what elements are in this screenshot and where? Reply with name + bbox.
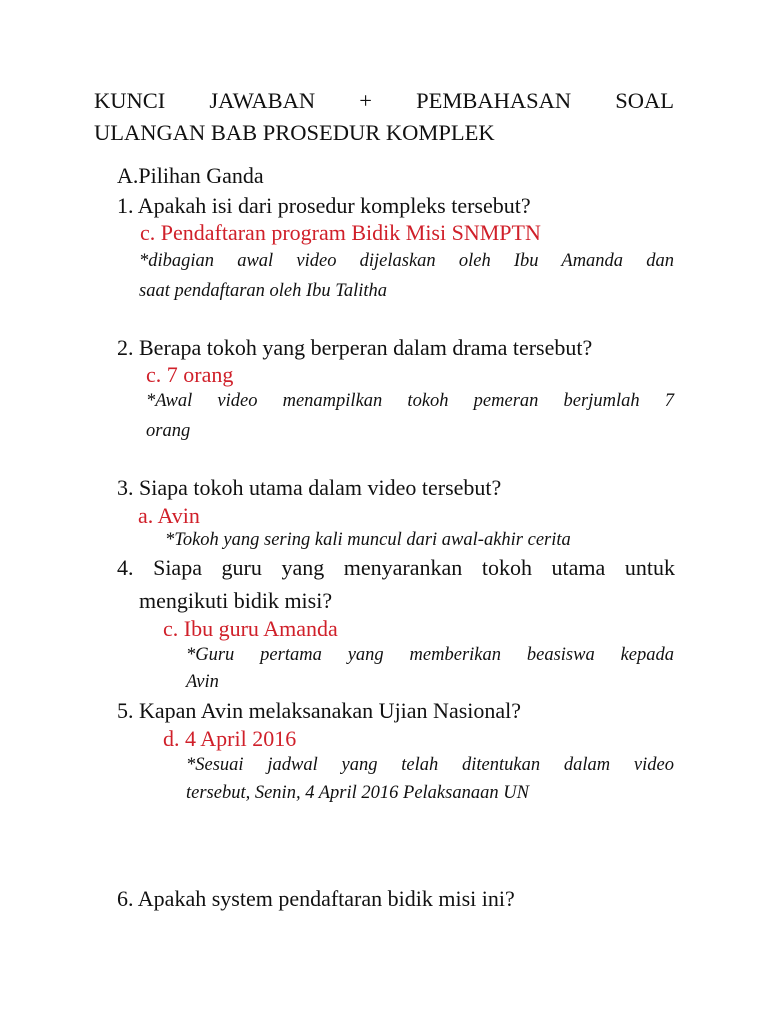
section-heading: A.Pilihan Ganda <box>117 163 264 188</box>
question-2: 2. Berapa tokoh yang berperan dalam drama tersebut? <box>117 335 593 360</box>
note-3-line-1: *Tokoh yang sering kali muncul dari awal-akhir cerita <box>165 530 571 550</box>
title-line-1: KUNCI JAWABAN + PEMBAHASAN SOAL <box>94 88 674 113</box>
question-1: 1. Apakah isi dari prosedur kompleks tersebut? <box>117 193 531 218</box>
question-6: 6. Apakah system pendaftaran bidik misi ini? <box>117 886 515 911</box>
note-4-line-1: *Guru pertama yang memberikan beasiswa kepada <box>186 645 674 665</box>
question-4-line-1: 4. Siapa guru yang menyarankan tokoh utama untuk <box>117 555 675 580</box>
answer-5: d. 4 April 2016 <box>163 726 297 751</box>
question-5: 5. Kapan Avin melaksanakan Ujian Nasional? <box>117 698 522 723</box>
note-4-line-2: Avin <box>186 672 219 692</box>
note-5-line-2: tersebut, Senin, 4 April 2016 Pelaksanaan UN <box>186 783 529 803</box>
answer-4: c. Ibu guru Amanda <box>163 616 338 641</box>
note-2-line-2: orang <box>146 421 191 441</box>
note-1-line-2: saat pendaftaran oleh Ibu Talitha <box>139 281 388 301</box>
question-3: 3. Siapa tokoh utama dalam video tersebut? <box>117 475 502 500</box>
answer-3: a. Avin <box>138 503 200 528</box>
note-2-line-1: *Awal video menampilkan tokoh pemeran berjumlah 7 <box>146 391 674 411</box>
note-5-line-1: *Sesuai jadwal yang telah ditentukan dalam video <box>186 755 674 775</box>
note-1-line-1: *dibagian awal video dijelaskan oleh Ibu Amanda dan <box>139 251 674 271</box>
answer-1: c. Pendaftaran program Bidik Misi SNMPTN <box>140 220 541 245</box>
answer-2: c. 7 orang <box>146 362 234 387</box>
title-line-2: ULANGAN BAB PROSEDUR KOMPLEK <box>94 120 495 145</box>
question-4-line-2: mengikuti bidik misi? <box>139 588 333 613</box>
